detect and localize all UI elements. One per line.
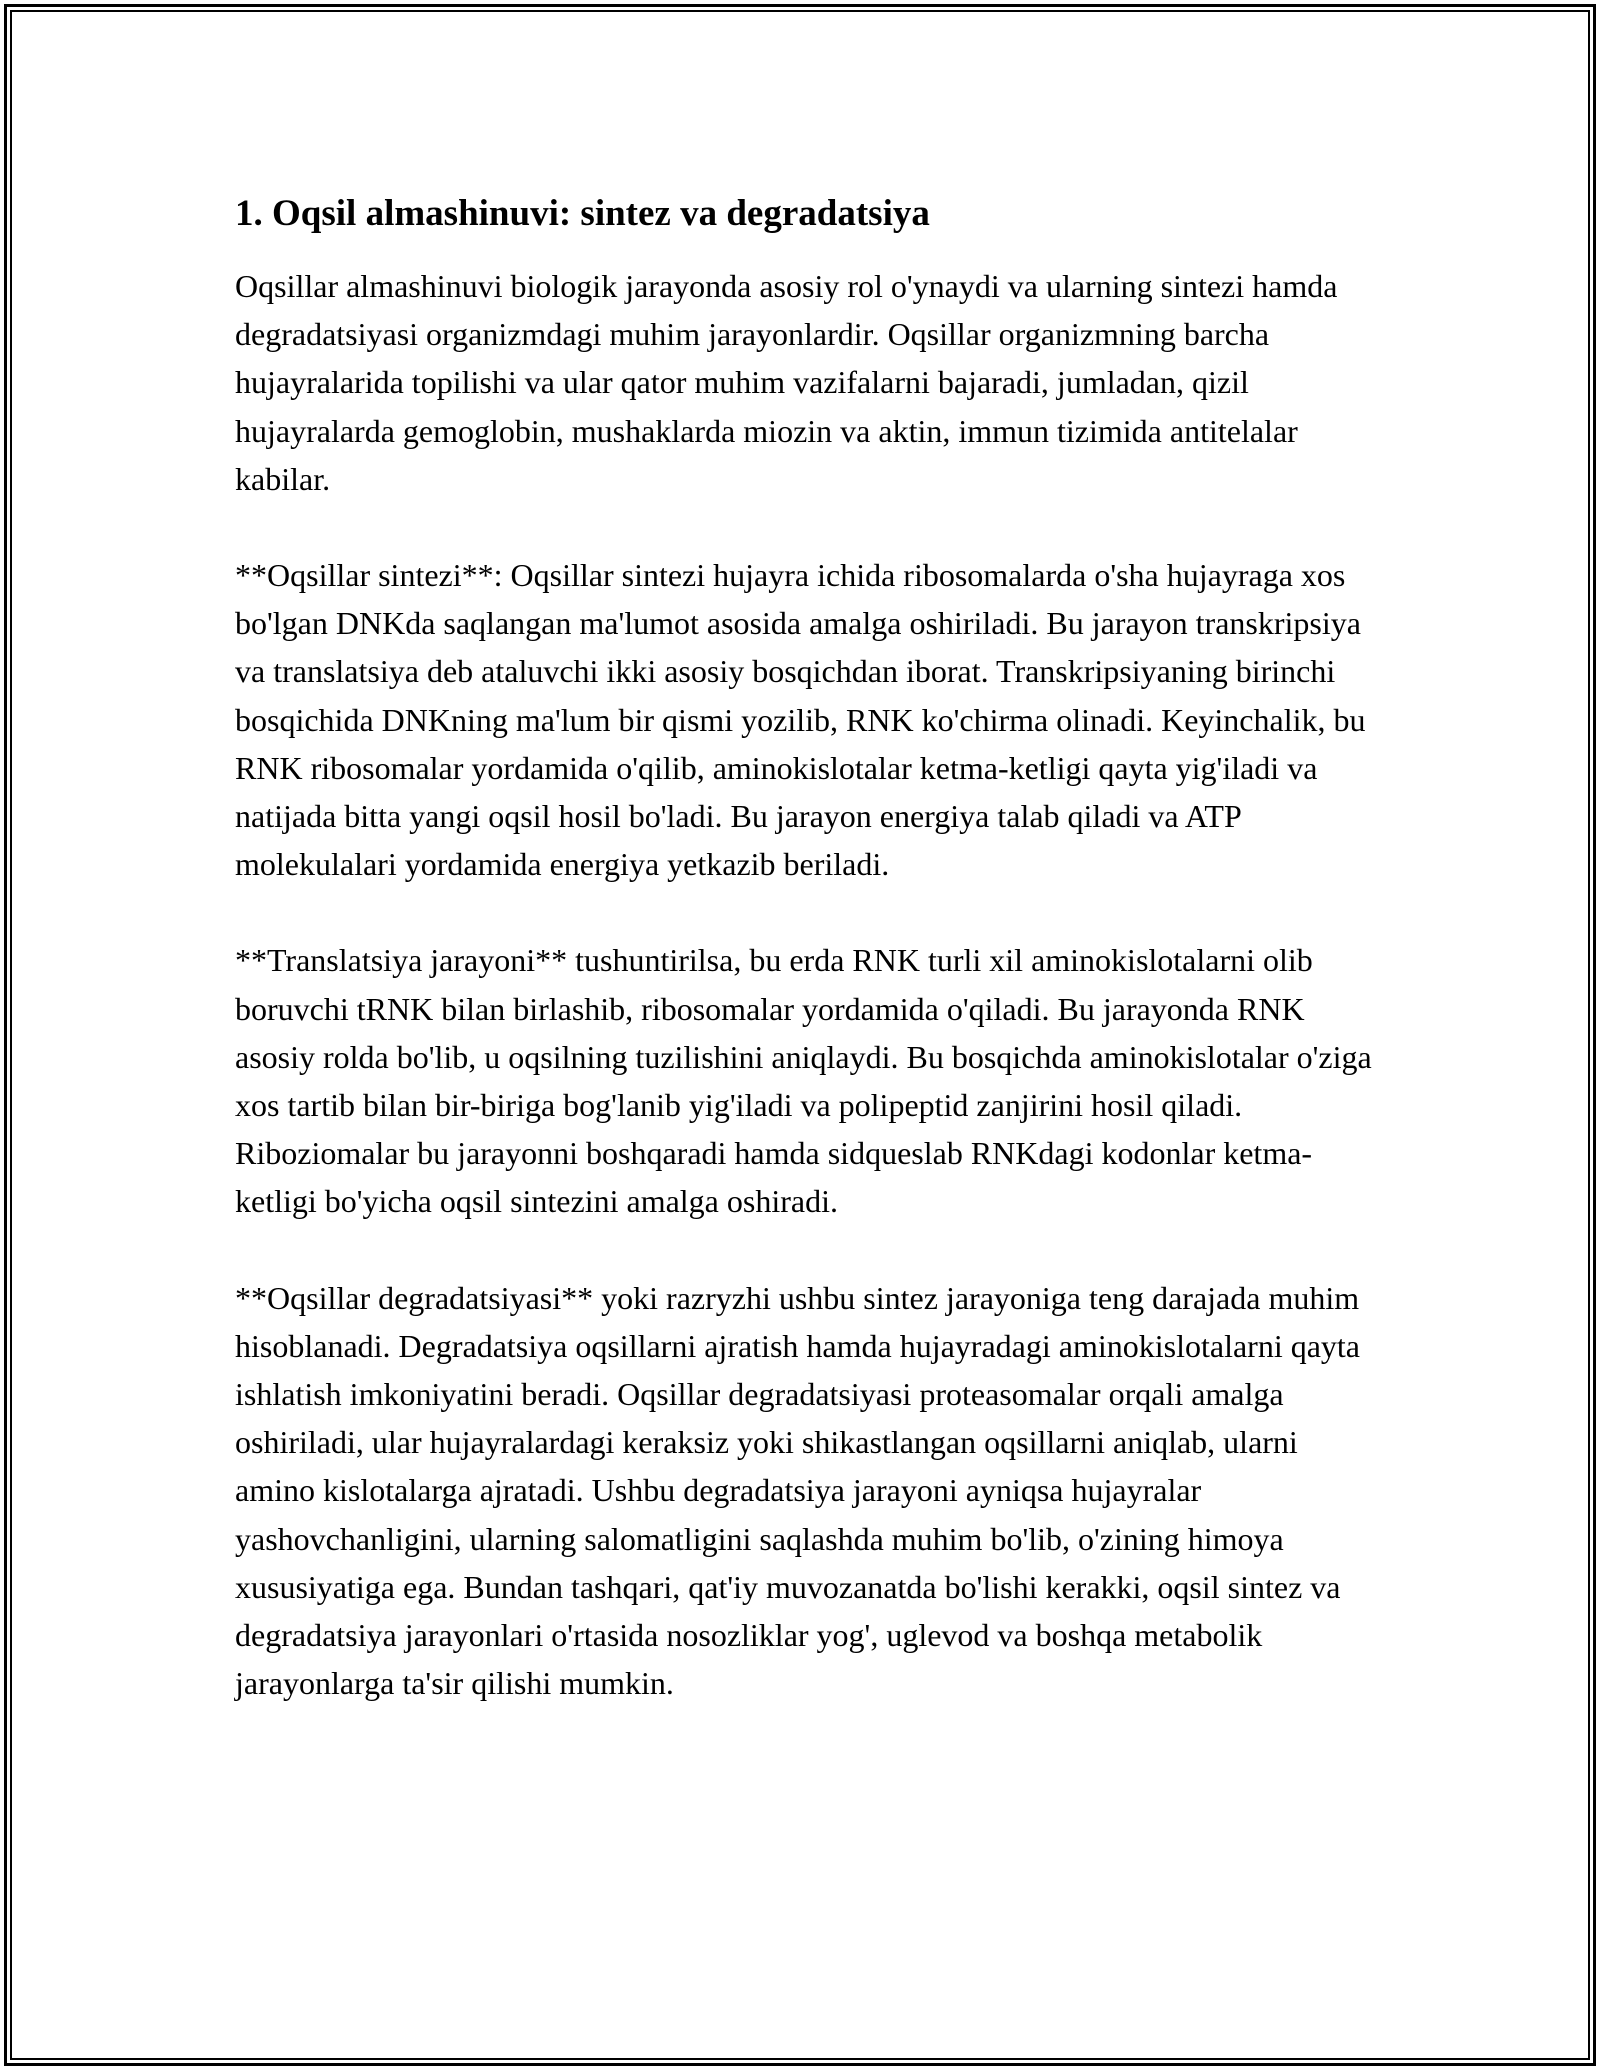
paragraph-intro: Oqsillar almashinuvi biologik jarayonda asosiy rol o'ynaydi va ularning sintezi hamda degradatsiyasi organizmdagi muhim jarayonlardir. Oqsillar organizmning barcha hujayralarida topilishi va ular qator muhim vazifalarni bajaradi, jumladan, qizil hujayralarda gemoglobin, mushaklarda miozin va aktin, immun tizimida antitelalar kabilar. [235, 268, 1338, 497]
document-body [235, 188, 1375, 1707]
paragraph-protein-synthesis: **Oqsillar sintezi**: Oqsillar sintezi hujayra ichida ribosomalarda o'sha hujayraga xos bo'lgan DNKda saqlangan ma'lumot asosida amalga oshiriladi. Bu jarayon transkripsiya va translatsiya deb ataluvchi ikki asosiy bosqichdan iborat. Transkripsiyaning birinchi bosqichida DNKning ma'lum bir qismi yozilib, RNK ko'chirma olinadi. Keyinchalik, bu RNK ribosomalar yordamida o'qilib, aminokislotalar ketma-ketligi qayta yig'iladi va natijada bitta yangi oqsil hosil bo'ladi. Bu jarayon energiya talab qiladi va ATP molekulalari yordamida energiya yetkazib beriladi. [235, 557, 1366, 883]
paragraph-protein-degradation: **Oqsillar degradatsiyasi** yoki razryzhi ushbu sintez jarayoniga teng darajada muhim hisoblanadi. Degradatsiya oqsillarni ajratish hamda hujayradagi aminokislotalarni qayta ishlatish imkoniyatini beradi. Oqsillar degradatsiyasi proteasomalar orqali amalga oshiriladi, ular hujayralardagi keraksiz yoki shikastlangan oqsillarni aniqlab, ularni amino kislotalarga ajratadi. Ushbu degradatsiya jarayoni ayniqsa hujayralar yashovchanligini, ularning salomatligini saqlashda muhim bo'lib, o'zining himoya xususiyatiga ega. Bundan tashqari, qat'iy muvozanatda bo'lishi kerakki, oqsil sintez va degradatsiya jarayonlari o'rtasida nosozliklar yog', uglevod va boshqa metabolik jarayonlarga ta'sir qilishi mumkin. [235, 1279, 1360, 1702]
paragraph-translation: **Translatsiya jarayoni** tushuntirilsa, bu erda RNK turli xil aminokislotalarni olib boruvchi tRNK bilan birlashib, ribosomalar yordamida o'qiladi. Bu jarayonda RNK asosiy rolda bo'lib, u oqsilning tuzilishini aniqlaydi. Bu bosqichda aminokislotalar o'ziga xos tartib bilan bir-biriga bog'lanib yig'iladi va polipeptid zanjirini hosil qiladi. Riboziomalar bu jarayonni boshqaradi hamda sidqueslab RNKdagi kodonlar ketma-ketligi bo'yicha oqsil sintezini amalga oshiradi. [235, 942, 1372, 1220]
document-title: 1. Oqsil almashinuvi: sintez va degradatsiya [235, 193, 930, 234]
